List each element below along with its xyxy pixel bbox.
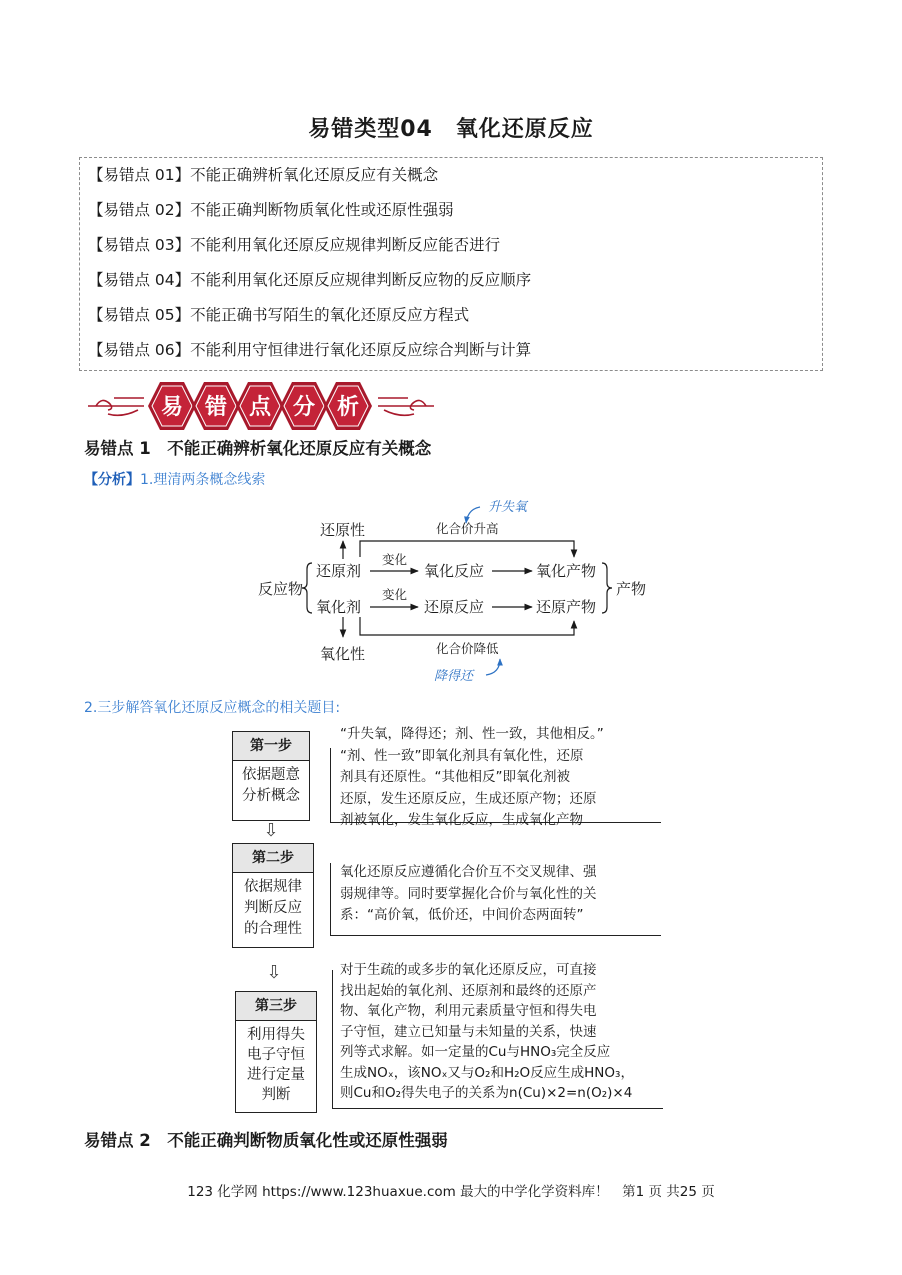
text-line: 剂被氧化，发生氧化反应，生成氧化产物 (340, 812, 583, 828)
step-text-1 (340, 724, 604, 832)
banner-char: 析 (336, 395, 360, 420)
banner-char: 点 (248, 395, 272, 420)
banner-hexagons (148, 382, 372, 430)
list-item: 【易错点 02】不能正确判断物质氧化性或还原性强弱 (88, 201, 454, 219)
banner-left-ornament (88, 398, 144, 415)
error-points-list (79, 157, 823, 371)
page-title: 易错类型04 氧化还原反应 (308, 117, 594, 142)
analysis-text: 1.理清两条概念线索 (140, 472, 266, 488)
banner-char: 易 (160, 395, 184, 420)
step-body-line: 分析概念 (242, 788, 300, 804)
change-label-bottom: 变化 (382, 587, 408, 602)
step-head: 第三步 (236, 992, 316, 1021)
products-label: 产物 (616, 580, 647, 598)
step-body-line: 电子守恒 (247, 1047, 305, 1063)
reducer-label: 还原剂 (316, 562, 362, 580)
banner-char: 错 (204, 395, 228, 420)
text-line: 还原，发生还原反应，生成还原产物；还原 (340, 790, 597, 807)
text-line: 系：“高价氧，低价还，中间价态两面转” (340, 907, 584, 923)
oxidation-product-label: 氧化产物 (536, 562, 597, 580)
step-body-line: 进行定量 (247, 1067, 305, 1083)
step-box-3 (235, 991, 317, 1113)
error-analysis-banner (86, 374, 436, 438)
step-head: 第一步 (233, 732, 309, 761)
change-label-top: 变化 (382, 552, 408, 567)
text-line: 则Cu和O₂得失电子的关系为n(Cu)×2=n(O₂)×4 (340, 1085, 633, 1101)
oxidizability-label: 氧化性 (320, 645, 366, 663)
section-heading-2: 易错点 2 不能正确判断物质氧化性或还原性强弱 (84, 1131, 448, 1150)
text-line: 生成NOₓ，该NOₓ又与O₂和H₂O反应生成HNO₃， (340, 1064, 634, 1081)
concept-diagram (250, 495, 660, 690)
reduction-reaction-label: 还原反应 (424, 598, 485, 616)
text-line: 物、氧化产物，利用元素质量守恒和得失电 (340, 1003, 597, 1019)
down-arrow-icon: ⇩ (263, 820, 279, 841)
step-body-line: 判断反应 (244, 900, 302, 916)
banner-char: 分 (292, 395, 316, 420)
section-intro-2: 2.三步解答氧化还原反应概念的相关题目: (84, 700, 341, 716)
list-item: 【易错点 05】不能正确书写陌生的氧化还原反应方程式 (88, 306, 470, 324)
oxidizer-label: 氧化剂 (316, 598, 362, 616)
valence-down-label: 化合价降低 (436, 641, 499, 656)
reduction-product-label: 还原产物 (536, 598, 597, 616)
step-box-1 (232, 731, 310, 821)
reactants-label: 反应物 (258, 580, 304, 598)
text-line: 弱规律等。同时要掌握化合价与氧化性的关 (340, 885, 597, 902)
hand-note-bottom: 降得还 (434, 669, 474, 684)
text-line: 子守恒，建立已知量与未知量的关系，快速 (340, 1023, 597, 1040)
step-body-line: 依据规律 (244, 879, 302, 895)
step-text-3 (340, 960, 634, 1104)
text-line: “剂、性一致”即氧化剂具有氧化性，还原 (340, 747, 584, 764)
analysis-tag: 【分析】 (84, 472, 140, 488)
text-line: “升失氧，降得还；剂、性一致，其他相反。” (340, 726, 604, 742)
list-item: 【易错点 03】不能利用氧化还原反应规律判断反应能否进行 (88, 236, 501, 254)
oxidation-reaction-label: 氧化反应 (424, 562, 485, 580)
step-body-line: 利用得失 (247, 1027, 305, 1043)
analysis-line (84, 469, 265, 489)
list-item: 【易错点 04】不能利用氧化还原反应规律判断反应物的反应顺序 (88, 271, 532, 289)
banner-right-ornament (378, 398, 434, 415)
text-line: 找出起始的氧化剂、还原剂和最终的还原产 (340, 982, 597, 999)
step-body-line: 的合理性 (244, 921, 302, 937)
hand-note-top: 升失氧 (488, 500, 528, 515)
step-head: 第二步 (233, 844, 313, 873)
section-heading-1: 易错点 1 不能正确辨析氧化还原反应有关概念 (84, 439, 432, 458)
list-item: 【易错点 06】不能利用守恒律进行氧化还原反应综合判断与计算 (88, 341, 532, 359)
step-box-2 (232, 843, 314, 948)
text-line: 列等式求解。如一定量的Cu与HNO₃完全反应 (340, 1044, 611, 1060)
reducibility-label: 还原性 (320, 521, 366, 539)
list-item: 【易错点 01】不能正确辨析氧化还原反应有关概念 (88, 166, 439, 184)
step-text-2 (340, 862, 597, 927)
step-body-line: 判断 (261, 1087, 291, 1103)
text-line: 剂具有还原性。“其他相反”即氧化剂被 (340, 769, 570, 785)
text-line: 对于生疏的或多步的氧化还原反应，可直接 (340, 962, 597, 978)
text-line: 氧化还原反应遵循化合价互不交叉规律、强 (340, 864, 597, 880)
valence-up-label: 化合价升高 (436, 521, 499, 536)
page-footer: 123 化学网 https://www.123huaxue.com 最大的中学化学资料库！ 第1 页 共25 页 (187, 1184, 715, 1200)
step-body-line: 依据题意 (242, 767, 300, 783)
down-arrow-icon: ⇩ (266, 962, 282, 983)
